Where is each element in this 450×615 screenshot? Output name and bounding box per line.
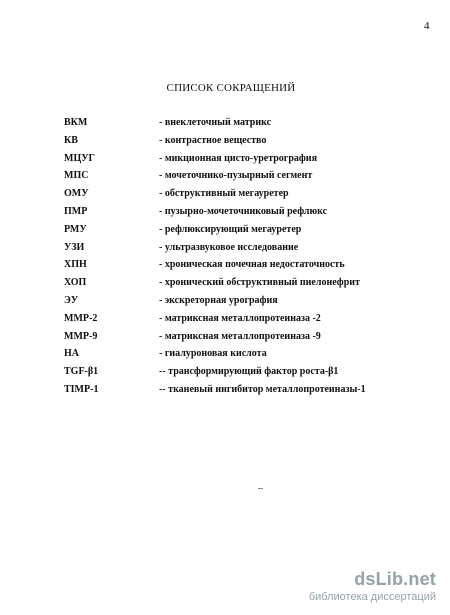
abbreviation-definition: -- тканевый ингибитор металлопротеиназы-1 bbox=[159, 383, 366, 395]
abbreviation-definition: - пузырно-мочеточниковый рефлюкс bbox=[159, 205, 328, 217]
abbreviation: НА bbox=[64, 348, 79, 360]
abbreviation: ПМР bbox=[64, 205, 88, 217]
footer-dash bbox=[258, 488, 263, 489]
abbreviation-definition: - ультразвуковое исследование bbox=[159, 241, 299, 253]
abbreviation-definition: - матриксная металлопротеиназа -2 bbox=[159, 312, 321, 324]
abbreviation: ЭУ bbox=[64, 294, 79, 306]
abbreviation-definition: - микционная цисто-уретрография bbox=[159, 152, 317, 164]
abbreviation-definition: - хронический обструктивный пиелонефрит bbox=[159, 277, 360, 289]
abbreviation: РМУ bbox=[64, 223, 87, 235]
abbreviation: ММР-9 bbox=[64, 330, 98, 342]
abbreviation-definition: - внеклеточный матрикс bbox=[159, 117, 272, 128]
abbreviation: ХОП bbox=[64, 277, 87, 289]
page-title: СПИСОК СОКРАЩЕНИЙ bbox=[166, 82, 296, 94]
abbreviation-row bbox=[64, 277, 444, 295]
abbreviation-row bbox=[64, 117, 444, 135]
abbreviation: ХПН bbox=[64, 259, 87, 271]
abbreviation: УЗИ bbox=[64, 241, 85, 253]
abbreviation-row bbox=[64, 295, 444, 313]
abbreviation: МЦУГ bbox=[64, 152, 95, 164]
abbreviation-row bbox=[64, 331, 444, 349]
abbreviation-definition: - обструктивный мегауретер bbox=[159, 188, 289, 200]
abbreviation-row bbox=[64, 224, 444, 242]
abbreviation-definition: - экскреторная урография bbox=[159, 294, 278, 306]
abbreviation: TGF-β1 bbox=[64, 366, 99, 378]
abbreviation-definition: - хроническая почечная недостаточность bbox=[159, 259, 345, 271]
abbreviation-row bbox=[64, 348, 444, 366]
abbreviation-definition: - рефлюксирующий мегауретер bbox=[159, 223, 302, 235]
abbreviation-definition: - контрастное вещество bbox=[159, 134, 267, 146]
page-number: 4 bbox=[424, 20, 430, 32]
abbreviation-row bbox=[64, 188, 444, 206]
abbreviation: ММР-2 bbox=[64, 312, 98, 324]
abbreviation-row bbox=[64, 135, 444, 153]
watermark-subtitle: библиотека диссертаций bbox=[308, 591, 436, 603]
abbreviation-list bbox=[64, 117, 444, 402]
abbreviation-row bbox=[64, 170, 444, 188]
abbreviation: ОМУ bbox=[64, 188, 89, 200]
abbreviation-definition: - гиалуроновая кислота bbox=[159, 348, 267, 360]
abbreviation-row bbox=[64, 313, 444, 331]
abbreviation-row bbox=[64, 153, 444, 171]
abbreviation: TIMP-1 bbox=[64, 383, 99, 395]
abbreviation-row bbox=[64, 366, 444, 384]
watermark bbox=[309, 569, 436, 603]
abbreviation-definition: - матриксная металлопротеиназа -9 bbox=[159, 330, 321, 342]
abbreviation-row bbox=[64, 384, 444, 402]
abbreviation-row bbox=[64, 259, 444, 277]
abbreviation-row bbox=[64, 206, 444, 224]
watermark-logo: dsLib.net bbox=[354, 569, 436, 589]
abbreviation-row bbox=[64, 242, 444, 260]
abbreviation-definition: -- трансформирующий фактор роста-β1 bbox=[159, 366, 339, 378]
abbreviation: КВ bbox=[64, 134, 78, 146]
abbreviation: МПС bbox=[64, 170, 89, 182]
abbreviation-definition: - мочеточнико-пузырный сегмент bbox=[159, 170, 313, 182]
abbreviation: ВКМ bbox=[64, 117, 88, 128]
